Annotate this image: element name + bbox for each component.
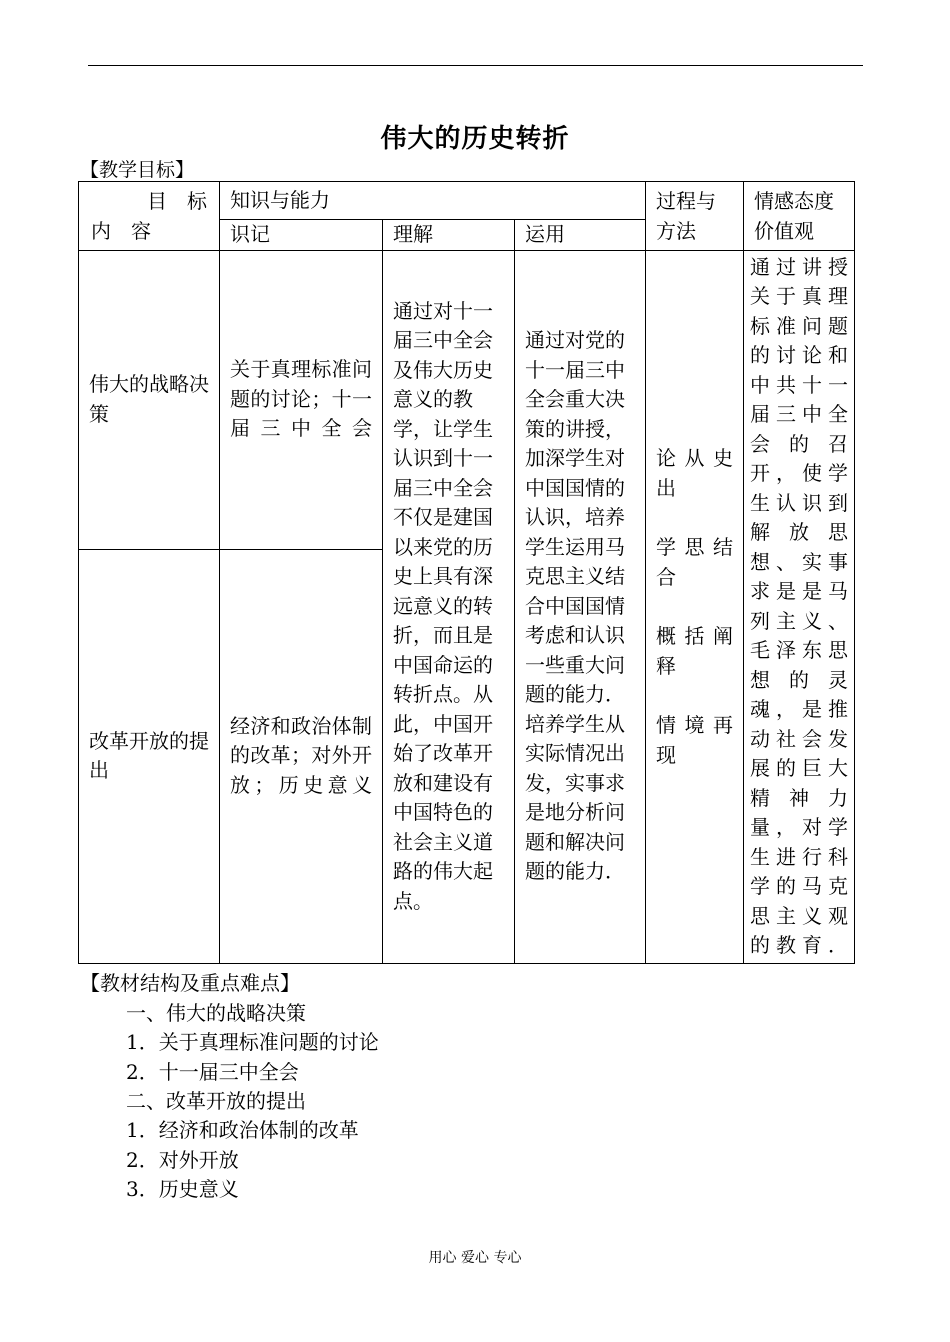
page-footer: 用心 爱心 专心: [428, 1250, 522, 1266]
outline-line: 一、伟大的战略决策: [126, 1001, 306, 1025]
goals-heading: 【教学目标】: [80, 159, 195, 181]
emotion-cell: 通过讲授关于真理标准问题的讨论和中共十一届三中全会的召开，使学生认识到解放思想、实事求是是马列主义、毛泽东思想的灵魂，是推动社会发展的巨大精神力量，对学生进行科学的马克思主义观的教育．: [744, 250, 855, 963]
outline-heading: 【教材结构及重点难点】: [80, 971, 300, 995]
understand-header: 理解: [383, 220, 515, 251]
apply-cell: 通过对党的十一届三中全会重大决策的讲授，加深学生对中国国情的认识，培养学生运用马克思主义结合中国国情考虑和认识一些重大问题的能力．培养学生从实际情况出发，实事求是地分析问题和解决问题的能力．: [515, 250, 646, 963]
emotion-header: 情感态度价值观: [744, 182, 855, 251]
page-title: 伟大的历史转折: [380, 124, 570, 154]
teaching-goals-table: [78, 181, 855, 964]
recall-header: 识记: [220, 220, 383, 251]
content-cell-1: 伟大的战略决策: [79, 250, 220, 549]
process-item: 论从史出: [656, 446, 734, 500]
target-content-header: [79, 182, 220, 251]
process-cell: [646, 250, 744, 963]
process-item: 概括阐释: [656, 624, 734, 678]
header-rule: [88, 65, 863, 66]
content-cell-2: 改革开放的提出: [79, 549, 220, 963]
recall-cell-2: 经济和政治体制的改革；对外开放；历史意义: [220, 549, 383, 963]
outline-line: 2．对外开放: [126, 1148, 239, 1172]
knowledge-header: 知识与能力: [220, 182, 646, 220]
target-label-top: 目 标: [147, 188, 207, 213]
outline-line: 二、改革开放的提出: [126, 1089, 306, 1113]
outline-line: 1．经济和政治体制的改革: [126, 1118, 359, 1142]
target-label-bottom: 内 容: [91, 218, 151, 243]
outline-line: 2．十一届三中全会: [126, 1060, 299, 1084]
understand-cell: 通过对十一届三中全会及伟大历史意义的教学，让学生认识到十一届三中全会不仅是建国以来党的历史上具有深远意义的转折，而且是中国命运的转折点。从此，中国开始了改革开放和建设有中国特色的社会主义道路的伟大起点。: [383, 250, 515, 963]
process-item: 学思结合: [656, 535, 734, 589]
process-item: 情境再现: [656, 713, 734, 767]
apply-header: 运用: [515, 220, 646, 251]
recall-cell-1: 关于真理标准问题的讨论；十一届三中全会: [220, 250, 383, 549]
outline-line: 1．关于真理标准问题的讨论: [126, 1030, 379, 1054]
process-header: 过程与方法: [646, 182, 744, 251]
outline-line: 3．历史意义: [126, 1177, 239, 1201]
